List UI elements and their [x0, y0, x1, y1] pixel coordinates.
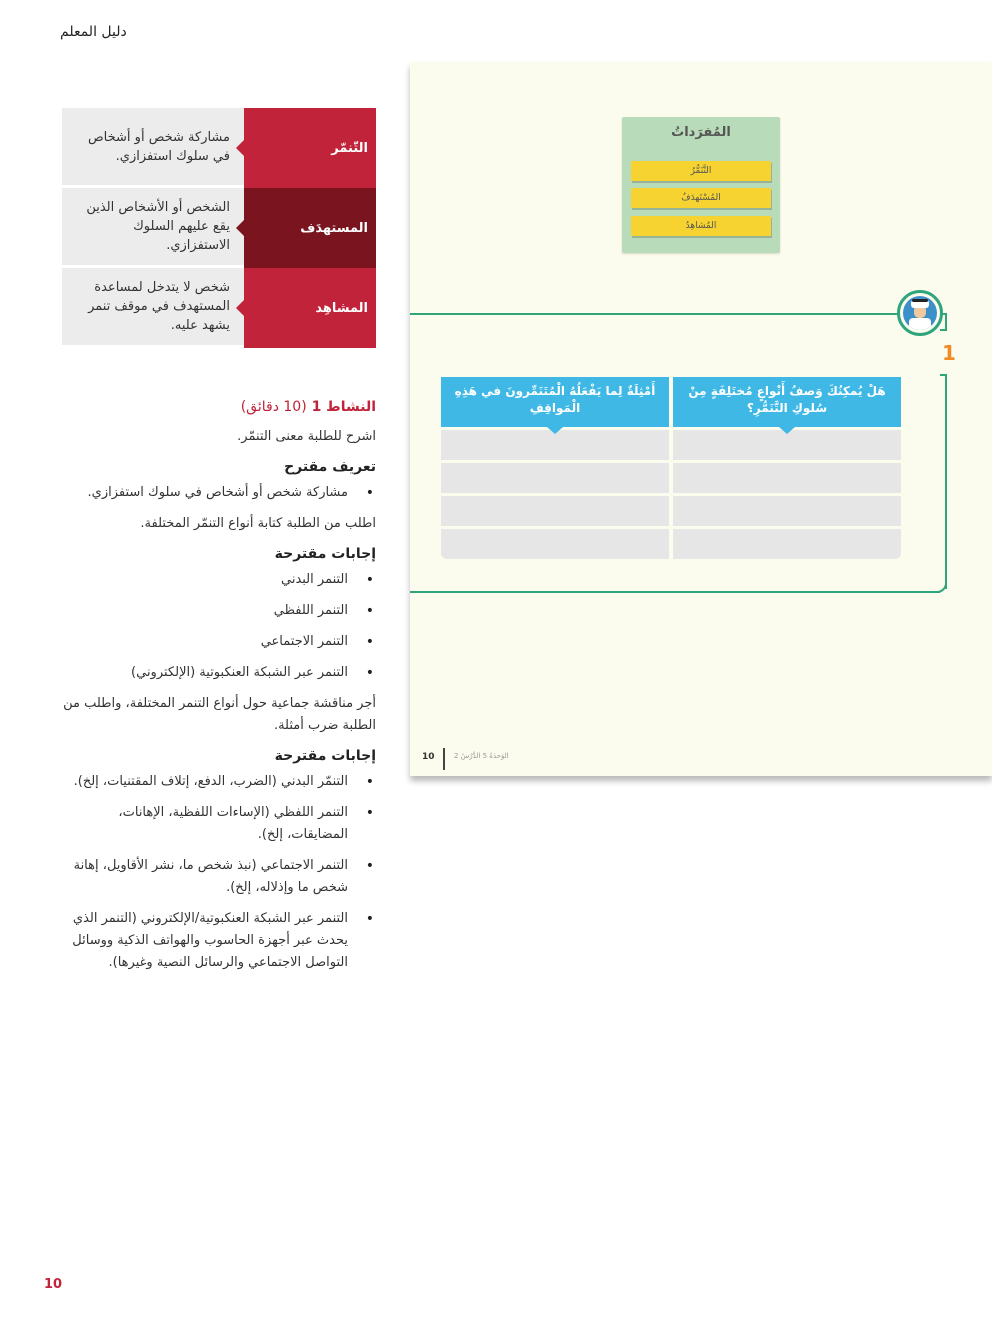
frame-line [945, 313, 947, 329]
footer-divider [443, 748, 445, 770]
activity-instruction: اطلب من الطلبة كتابة أنواع التنمّر المختلفة. [140, 516, 376, 531]
answer-cell[interactable] [441, 496, 669, 526]
question-table-body [441, 430, 901, 559]
answer-cell[interactable] [673, 463, 901, 493]
vocabulary-title: المُفرَداتُ [671, 125, 731, 140]
glossary-definition: مشاركة شخص أو أشخاص في سلوك استفزازي. [62, 108, 244, 188]
activity-section [60, 396, 376, 983]
page-header-title: دليل المعلم [60, 24, 127, 40]
answer-cell[interactable] [441, 430, 669, 460]
frame-line [410, 313, 898, 315]
question-table-header [441, 377, 901, 427]
question-number: 1 [942, 341, 956, 365]
answer-cell[interactable] [441, 463, 669, 493]
list-item: • التنمر اللفظي [60, 600, 348, 622]
definition-heading: تعريف مقترح [284, 459, 376, 475]
answers-heading: إجابات مقترحة [274, 748, 376, 764]
list-item: • التنمر عبر الشبكة العنكبوتية (الإلكتروني) [60, 662, 348, 684]
list-item: • مشاركة شخص أو أشخاص في سلوك استفزازي. [60, 482, 348, 504]
table-row [441, 496, 901, 526]
vocabulary-item: التَّنَمُّرُ [631, 161, 771, 181]
glossary-term: التّنمّر [244, 108, 376, 188]
table-row [441, 463, 901, 493]
list-item: • التنمر عبر الشبكة العنكبوتية/الإلكتروني (التنمر الذي يحدث عبر أجهزة الحاسوب والهواتف الذكية ووسائل التواصل الاجتماعي والرسائل النصية وغيرها). [60, 908, 348, 974]
glossary-term: المستهدَف [244, 188, 376, 268]
answers-heading: إجابات مقترحة [274, 546, 376, 562]
list-item: • التنمر اللفظي (الإساءات اللفظية، الإهانات، المضايقات، إلخ). [60, 802, 348, 846]
vocabulary-item: المُشاهِدُ [631, 216, 771, 236]
glossary-definition: شخص لا يتدخل لمساعدة المستهدف في موقف تنمر يشهد عليه. [62, 268, 244, 348]
book-footer-meta: الوَحدَةُ 5 الدَّرْسُ 2 [454, 752, 509, 760]
avatar-icon [897, 290, 943, 336]
answer-cell[interactable] [441, 529, 669, 559]
activity-discussion: أجر مناقشة جماعية حول أنواع التنمر المختلفة، واطلب من الطلبة ضرب أمثلة. [63, 696, 376, 733]
glossary-definition: الشخص أو الأشخاص الذين يقع عليهم السلوك الاستفزازي. [62, 188, 244, 268]
glossary-term: المشاهِد [244, 268, 376, 348]
frame-line [940, 329, 947, 331]
list-item: • التنمر الاجتماعي [60, 631, 348, 653]
glossary-row [62, 108, 376, 188]
glossary-row [62, 188, 376, 268]
answers-list [60, 569, 376, 684]
answer-cell[interactable] [673, 430, 901, 460]
frame-line [940, 374, 947, 376]
table-header-cell: أَمْثِلَةٌ لِما يَفْعَلُهُ الْمُتَنَمِّرونَ في هَذِهِ الْمَواقِفِ [441, 377, 669, 427]
table-header-cell: هَلْ يُمكِنُكَ وَصفُ أَنْواعٍ مُختَلِفَةٍ مِنْ سُلوكِ التَّنَمُّرِ؟ [673, 377, 901, 427]
avatar-image [903, 296, 937, 330]
table-row [441, 529, 901, 559]
question-table [441, 377, 901, 562]
activity-intro: اشرح للطلبة معنى التنمّر. [237, 429, 376, 444]
page-number: 10 [44, 1277, 63, 1292]
answer-cell[interactable] [673, 496, 901, 526]
list-item: • التنمّر البدني (الضرب، الدفع، إتلاف المقتنيات، إلخ). [60, 771, 348, 793]
answers-list [60, 771, 376, 974]
frame-corner [934, 577, 947, 593]
frame-line [410, 591, 940, 593]
frame-line [945, 374, 947, 589]
list-item: • التنمر البدني [60, 569, 348, 591]
glossary-row [62, 268, 376, 348]
answer-cell[interactable] [673, 529, 901, 559]
table-row [441, 430, 901, 460]
activity-duration: (10 دقائق) [240, 399, 307, 415]
glossary-table [62, 108, 376, 348]
definition-list [60, 482, 376, 504]
vocabulary-item: المُسْتَهدَفُ [631, 188, 771, 208]
vocabulary-box [622, 117, 780, 253]
list-item: • التنمر الاجتماعي (نبذ شخص ما، نشر الأقاويل، إهانة شخص ما وإذلاله، إلخ). [60, 855, 348, 899]
student-book-page [410, 62, 992, 776]
activity-title: النشاط 1 (10 دقائق) [240, 399, 376, 415]
book-page-number: 10 [422, 752, 435, 762]
